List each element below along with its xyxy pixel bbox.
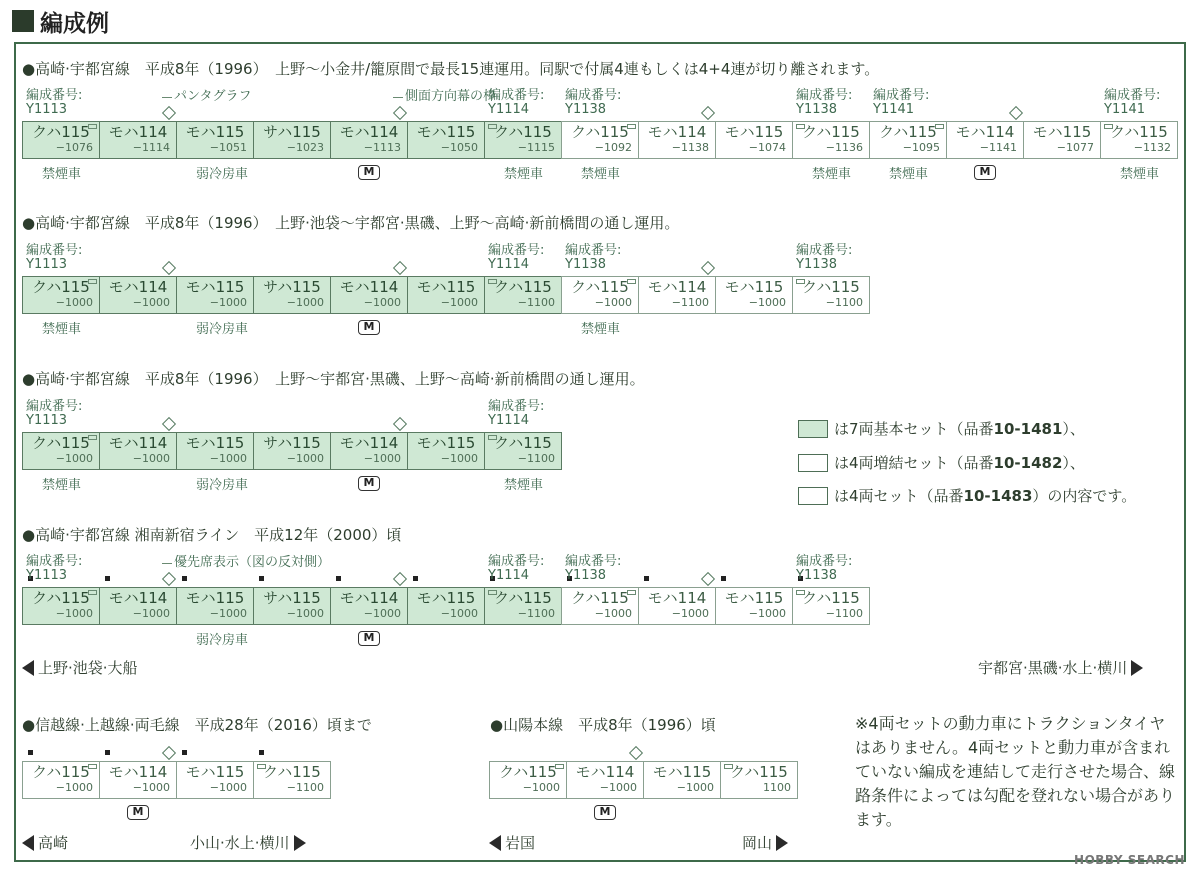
car-4 [253, 121, 331, 159]
arrow-right-icon [294, 835, 306, 851]
car-type: モハ114 [339, 278, 399, 296]
traction-note: ※4両セットの動力車にトラクションタイヤはありません。4両セットと動力車が含まれていない編成を連結して走行させた場合、線路条件によっては勾配を登れない場合があります。 [855, 714, 1176, 829]
car-type: モハ114 [108, 278, 168, 296]
car-type: モハ115 [652, 763, 712, 781]
car-number: −1132 [1133, 141, 1171, 154]
car-3 [176, 121, 254, 159]
car-number: −1000 [132, 607, 170, 620]
unit-number: Y1113 [26, 413, 68, 428]
car-number: −1000 [594, 296, 632, 309]
car-type: モハ115 [185, 123, 245, 141]
legend-text: ）、 [1062, 420, 1085, 438]
legend-code: 10-1482 [993, 453, 1063, 472]
cab-window-icon [88, 590, 97, 595]
car-type: クハ115 [571, 589, 629, 607]
direction-text: 岩国 [505, 834, 536, 852]
car-type: モハ114 [108, 434, 168, 452]
car-type: クハ115 [494, 589, 552, 607]
car-5 [330, 121, 408, 159]
cab-window-icon [1104, 124, 1113, 129]
car-number: −1100 [671, 296, 709, 309]
unit-number-label: 編成番号: [488, 88, 545, 103]
car-number: −1000 [286, 296, 324, 309]
car-number: −1000 [209, 607, 247, 620]
motor-car-icon: M [594, 805, 616, 820]
car-type: クハ115 [494, 278, 552, 296]
legend-add-set [798, 452, 1085, 473]
car-number: −1050 [440, 141, 478, 154]
direction-text: 宇都宮·黒磯·水上·横川 [978, 659, 1128, 677]
priority-seat-icon [259, 576, 264, 581]
formation-title: ●高崎·宇都宮線 平成8年（1996） 上野～小金井/籠原間で最長15連運用。同駅で付属4連もしくは4+4連が切り離されます。 [22, 60, 880, 78]
unit-number: Y1138 [565, 257, 607, 272]
priority-seat-icon [182, 750, 187, 755]
car-type: クハ115 [494, 123, 552, 141]
priority-seat-icon [259, 750, 264, 755]
car-type: サハ115 [263, 123, 321, 141]
car-type: モハ114 [339, 434, 399, 452]
car-type: クハ115 [571, 123, 629, 141]
car-5 [330, 432, 408, 470]
car-2 [99, 432, 177, 470]
car-number: −1138 [671, 141, 709, 154]
below-car-label: 弱冷房車 [196, 167, 249, 182]
car-8 [561, 276, 639, 314]
unit-number: Y1114 [488, 257, 530, 272]
below-car-label: 禁煙車 [1120, 167, 1160, 182]
formation-title: ●高崎·宇都宮線 湘南新宿ライン 平成12年（2000）頃 [22, 526, 402, 544]
legend-basic-swatch [798, 420, 828, 438]
car-type: クハ115 [32, 434, 90, 452]
cab-window-icon [88, 279, 97, 284]
unit-number-label: 編成番号: [796, 554, 853, 569]
arrow-left-icon [489, 835, 501, 851]
unit-number: Y1138 [796, 257, 838, 272]
car-2 [99, 587, 177, 625]
car-4 [720, 761, 798, 799]
unit-number: Y1113 [26, 102, 68, 117]
priority-seat-icon [182, 576, 187, 581]
car-type: モハ114 [647, 123, 707, 141]
priority-seat-icon [336, 576, 341, 581]
car-3 [176, 761, 254, 799]
car-number: −1000 [55, 296, 93, 309]
car-13 [946, 121, 1024, 159]
below-car-label: 禁煙車 [504, 478, 544, 493]
unit-number: Y1114 [488, 102, 530, 117]
car-number: −1100 [825, 296, 863, 309]
car-11 [792, 276, 870, 314]
car-2 [99, 761, 177, 799]
cab-window-icon [488, 124, 497, 129]
unit-number-label: 編成番号: [26, 554, 83, 569]
car-11 [792, 121, 870, 159]
unit-number-label: 編成番号: [565, 243, 622, 258]
car-3 [176, 587, 254, 625]
formation-title: ●高崎·宇都宮線 平成8年（1996） 上野·池袋～宇都宮·黒磯、上野～高崎·新前橋間の通し運用。 [22, 214, 680, 232]
car-number: −1095 [902, 141, 940, 154]
car-type: モハ115 [724, 278, 784, 296]
car-type: モハ115 [416, 278, 476, 296]
cab-window-icon [88, 764, 97, 769]
section-title: 編成例 [40, 10, 109, 37]
car-type: クハ115 [499, 763, 557, 781]
car-type: クハ115 [32, 589, 90, 607]
car-type: サハ115 [263, 589, 321, 607]
car-number: 1100 [763, 781, 791, 794]
car-number: −1000 [594, 607, 632, 620]
car-3 [643, 761, 721, 799]
car-number: −1136 [825, 141, 863, 154]
unit-number: Y1138 [796, 102, 838, 117]
unit-number-label: 編成番号: [26, 399, 83, 414]
callout-label: 優先席表示（図の反対側） [174, 555, 331, 570]
car-1 [489, 761, 567, 799]
motor-car-icon: M [127, 805, 149, 820]
callout-label: パンタグラフ [174, 89, 252, 104]
car-11 [792, 587, 870, 625]
car-number: −1000 [55, 452, 93, 465]
car-type: モハ114 [339, 123, 399, 141]
car-6 [407, 121, 485, 159]
cab-window-icon [724, 764, 733, 769]
cab-window-icon [555, 764, 564, 769]
unit-number: Y1113 [26, 257, 68, 272]
car-type: クハ115 [263, 763, 321, 781]
car-type: クハ115 [879, 123, 937, 141]
cab-window-icon [935, 124, 944, 129]
car-type: サハ115 [263, 278, 321, 296]
car-7 [484, 121, 562, 159]
priority-seat-icon [644, 576, 649, 581]
callout-leader [393, 97, 403, 98]
below-car-label: 禁煙車 [889, 167, 929, 182]
legend-text: ）の内容です。 [1032, 487, 1137, 505]
car-number: −1000 [286, 607, 324, 620]
unit-number-label: 編成番号: [565, 554, 622, 569]
car-5 [330, 587, 408, 625]
unit-number: Y1114 [488, 568, 530, 583]
unit-number: Y1141 [873, 102, 915, 117]
direction-text: 高崎 [38, 834, 69, 852]
car-10 [715, 121, 793, 159]
below-car-label: 禁煙車 [42, 478, 82, 493]
cab-window-icon [488, 590, 497, 595]
car-type: モハ115 [185, 589, 245, 607]
direction-label-left [489, 832, 535, 853]
below-car-label: 禁煙車 [42, 322, 82, 337]
car-number: −1000 [286, 452, 324, 465]
car-7 [484, 432, 562, 470]
legend-text: ）、 [1062, 454, 1085, 472]
car-type: クハ115 [802, 589, 860, 607]
car-4 [253, 761, 331, 799]
unit-number-label: 編成番号: [873, 88, 930, 103]
car-5 [330, 276, 408, 314]
car-number: −1023 [286, 141, 324, 154]
car-type: クハ115 [730, 763, 788, 781]
car-6 [407, 276, 485, 314]
car-number: −1000 [748, 607, 786, 620]
unit-number-label: 編成番号: [565, 88, 622, 103]
unit-number-label: 編成番号: [26, 243, 83, 258]
legend-four-set [798, 485, 1136, 506]
car-number: −1000 [132, 296, 170, 309]
legend-text: は4両セット（品番 [834, 487, 964, 505]
car-type: クハ115 [802, 123, 860, 141]
below-car-label: 弱冷房車 [196, 633, 249, 648]
car-3 [176, 276, 254, 314]
below-car-label: 弱冷房車 [196, 322, 249, 337]
car-type: モハ114 [108, 123, 168, 141]
car-type: モハ115 [416, 589, 476, 607]
direction-label-right [978, 657, 1143, 678]
car-type: モハ115 [724, 123, 784, 141]
car-9 [638, 276, 716, 314]
direction-text: 小山·水上·横川 [190, 834, 290, 852]
unit-number-label: 編成番号: [796, 243, 853, 258]
car-number: −1141 [979, 141, 1017, 154]
car-number: −1000 [676, 781, 714, 794]
car-1 [22, 121, 100, 159]
car-number: −1074 [748, 141, 786, 154]
car-8 [561, 587, 639, 625]
car-7 [484, 276, 562, 314]
arrow-right-icon [776, 835, 788, 851]
motor-car-icon: M [358, 476, 380, 491]
motor-car-icon: M [974, 165, 996, 180]
car-number: −1000 [440, 607, 478, 620]
car-type: モハ114 [575, 763, 635, 781]
callout-leader [162, 563, 172, 564]
direction-text: 岡山 [742, 834, 773, 852]
cab-window-icon [796, 279, 805, 284]
unit-number: Y1114 [488, 413, 530, 428]
cab-window-icon [88, 124, 97, 129]
car-number: −1000 [209, 781, 247, 794]
car-number: −1000 [599, 781, 637, 794]
legend-text: は7両基本セット（品番 [834, 420, 994, 438]
car-type: モハ114 [647, 278, 707, 296]
car-9 [638, 587, 716, 625]
unit-number: Y1113 [26, 568, 68, 583]
car-number: −1000 [440, 452, 478, 465]
car-type: サハ115 [263, 434, 321, 452]
unit-number-label: 編成番号: [796, 88, 853, 103]
car-number: −1000 [363, 607, 401, 620]
unit-number-label: 編成番号: [488, 399, 545, 414]
car-type: モハ114 [339, 589, 399, 607]
car-type: モハ114 [955, 123, 1015, 141]
arrow-left-icon [22, 835, 34, 851]
car-number: −1115 [517, 141, 555, 154]
car-type: クハ115 [571, 278, 629, 296]
car-number: −1000 [748, 296, 786, 309]
car-2 [99, 121, 177, 159]
cab-window-icon [627, 124, 636, 129]
callout-label: 側面方向幕の枠 [405, 89, 497, 104]
car-number: −1000 [132, 781, 170, 794]
car-number: −1000 [363, 452, 401, 465]
cab-window-icon [796, 590, 805, 595]
car-10 [715, 587, 793, 625]
cab-window-icon [627, 590, 636, 595]
unit-number: Y1141 [1104, 102, 1146, 117]
car-number: −1000 [209, 452, 247, 465]
unit-number-label: 編成番号: [488, 243, 545, 258]
car-type: クハ115 [494, 434, 552, 452]
below-car-label: 禁煙車 [504, 167, 544, 182]
car-1 [22, 276, 100, 314]
car-number: −1113 [363, 141, 401, 154]
below-car-label: 禁煙車 [812, 167, 852, 182]
car-type: クハ115 [32, 763, 90, 781]
car-1 [22, 432, 100, 470]
car-number: −1000 [55, 607, 93, 620]
car-6 [407, 587, 485, 625]
car-number: −1077 [1056, 141, 1094, 154]
unit-number-label: 編成番号: [26, 88, 83, 103]
car-number: −1114 [132, 141, 170, 154]
car-8 [561, 121, 639, 159]
unit-number: Y1138 [565, 568, 607, 583]
car-type: モハ115 [416, 434, 476, 452]
direction-text: 上野·池袋·大船 [38, 659, 138, 677]
car-type: モハ115 [185, 278, 245, 296]
below-car-label: 禁煙車 [42, 167, 82, 182]
car-number: −1000 [363, 296, 401, 309]
car-9 [638, 121, 716, 159]
car-type: クハ115 [32, 123, 90, 141]
car-type: モハ115 [185, 434, 245, 452]
car-6 [407, 432, 485, 470]
car-2 [566, 761, 644, 799]
car-number: −1100 [825, 607, 863, 620]
car-10 [715, 276, 793, 314]
car-4 [253, 587, 331, 625]
car-number: −1100 [517, 296, 555, 309]
car-number: −1000 [671, 607, 709, 620]
cab-window-icon [488, 435, 497, 440]
car-type: モハ115 [1032, 123, 1092, 141]
car-type: モハ115 [185, 763, 245, 781]
car-type: クハ115 [802, 278, 860, 296]
header-square-icon [12, 10, 34, 32]
cab-window-icon [257, 764, 266, 769]
car-number: −1000 [132, 452, 170, 465]
car-type: モハ114 [647, 589, 707, 607]
car-type: モハ114 [108, 589, 168, 607]
cab-window-icon [796, 124, 805, 129]
section-header [12, 6, 109, 36]
car-number: −1000 [209, 296, 247, 309]
car-12 [869, 121, 947, 159]
car-type: モハ114 [108, 763, 168, 781]
cab-window-icon [88, 435, 97, 440]
priority-seat-icon [105, 576, 110, 581]
below-car-label: 弱冷房車 [196, 478, 249, 493]
car-number: −1100 [517, 607, 555, 620]
priority-seat-icon [413, 576, 418, 581]
legend-code: 10-1483 [963, 486, 1033, 505]
car-number: −1100 [517, 452, 555, 465]
car-1 [22, 587, 100, 625]
arrow-right-icon [1131, 660, 1143, 676]
formation-title: ●山陽本線 平成8年（1996）頃 [490, 716, 716, 734]
motor-car-icon: M [358, 631, 380, 646]
car-type: クハ115 [32, 278, 90, 296]
direction-label-left [22, 832, 68, 853]
car-number: −1051 [209, 141, 247, 154]
direction-label-right [742, 832, 788, 853]
motor-car-icon: M [358, 165, 380, 180]
cab-window-icon [627, 279, 636, 284]
car-type: モハ115 [416, 123, 476, 141]
car-3 [176, 432, 254, 470]
below-car-label: 禁煙車 [581, 322, 621, 337]
car-4 [253, 276, 331, 314]
cab-window-icon [488, 279, 497, 284]
unit-number: Y1138 [565, 102, 607, 117]
priority-seat-icon [721, 576, 726, 581]
car-15 [1100, 121, 1178, 159]
arrow-left-icon [22, 660, 34, 676]
motor-car-icon: M [358, 320, 380, 335]
car-number: −1000 [522, 781, 560, 794]
car-number: −1092 [594, 141, 632, 154]
unit-number: Y1138 [796, 568, 838, 583]
unit-number-label: 編成番号: [488, 554, 545, 569]
formation-title: ●信越線·上越線·両毛線 平成28年（2016）頃まで [22, 716, 372, 734]
unit-number-label: 編成番号: [1104, 88, 1161, 103]
legend-text: は4両増結セット（品番 [834, 454, 994, 472]
car-4 [253, 432, 331, 470]
car-2 [99, 276, 177, 314]
car-number: −1000 [440, 296, 478, 309]
callout-leader [162, 97, 172, 98]
car-1 [22, 761, 100, 799]
car-number: −1000 [55, 781, 93, 794]
car-14 [1023, 121, 1101, 159]
formation-title: ●高崎·宇都宮線 平成8年（1996） 上野～宇都宮·黒磯、上野～高崎·新前橋間の通し運用。 [22, 370, 645, 388]
priority-seat-icon [105, 750, 110, 755]
direction-label-left [22, 657, 138, 678]
legend-code: 10-1481 [993, 419, 1063, 438]
priority-seat-icon [28, 750, 33, 755]
car-type: モハ115 [724, 589, 784, 607]
legend-plain-swatch [798, 487, 828, 505]
legend-plain-swatch [798, 454, 828, 472]
car-7 [484, 587, 562, 625]
car-number: −1100 [286, 781, 324, 794]
car-number: −1076 [55, 141, 93, 154]
car-type: クハ115 [1110, 123, 1168, 141]
direction-label-right [190, 832, 306, 853]
watermark: HOBBY SEARCH [1074, 853, 1185, 867]
legend-basic-set [798, 418, 1085, 439]
below-car-label: 禁煙車 [581, 167, 621, 182]
